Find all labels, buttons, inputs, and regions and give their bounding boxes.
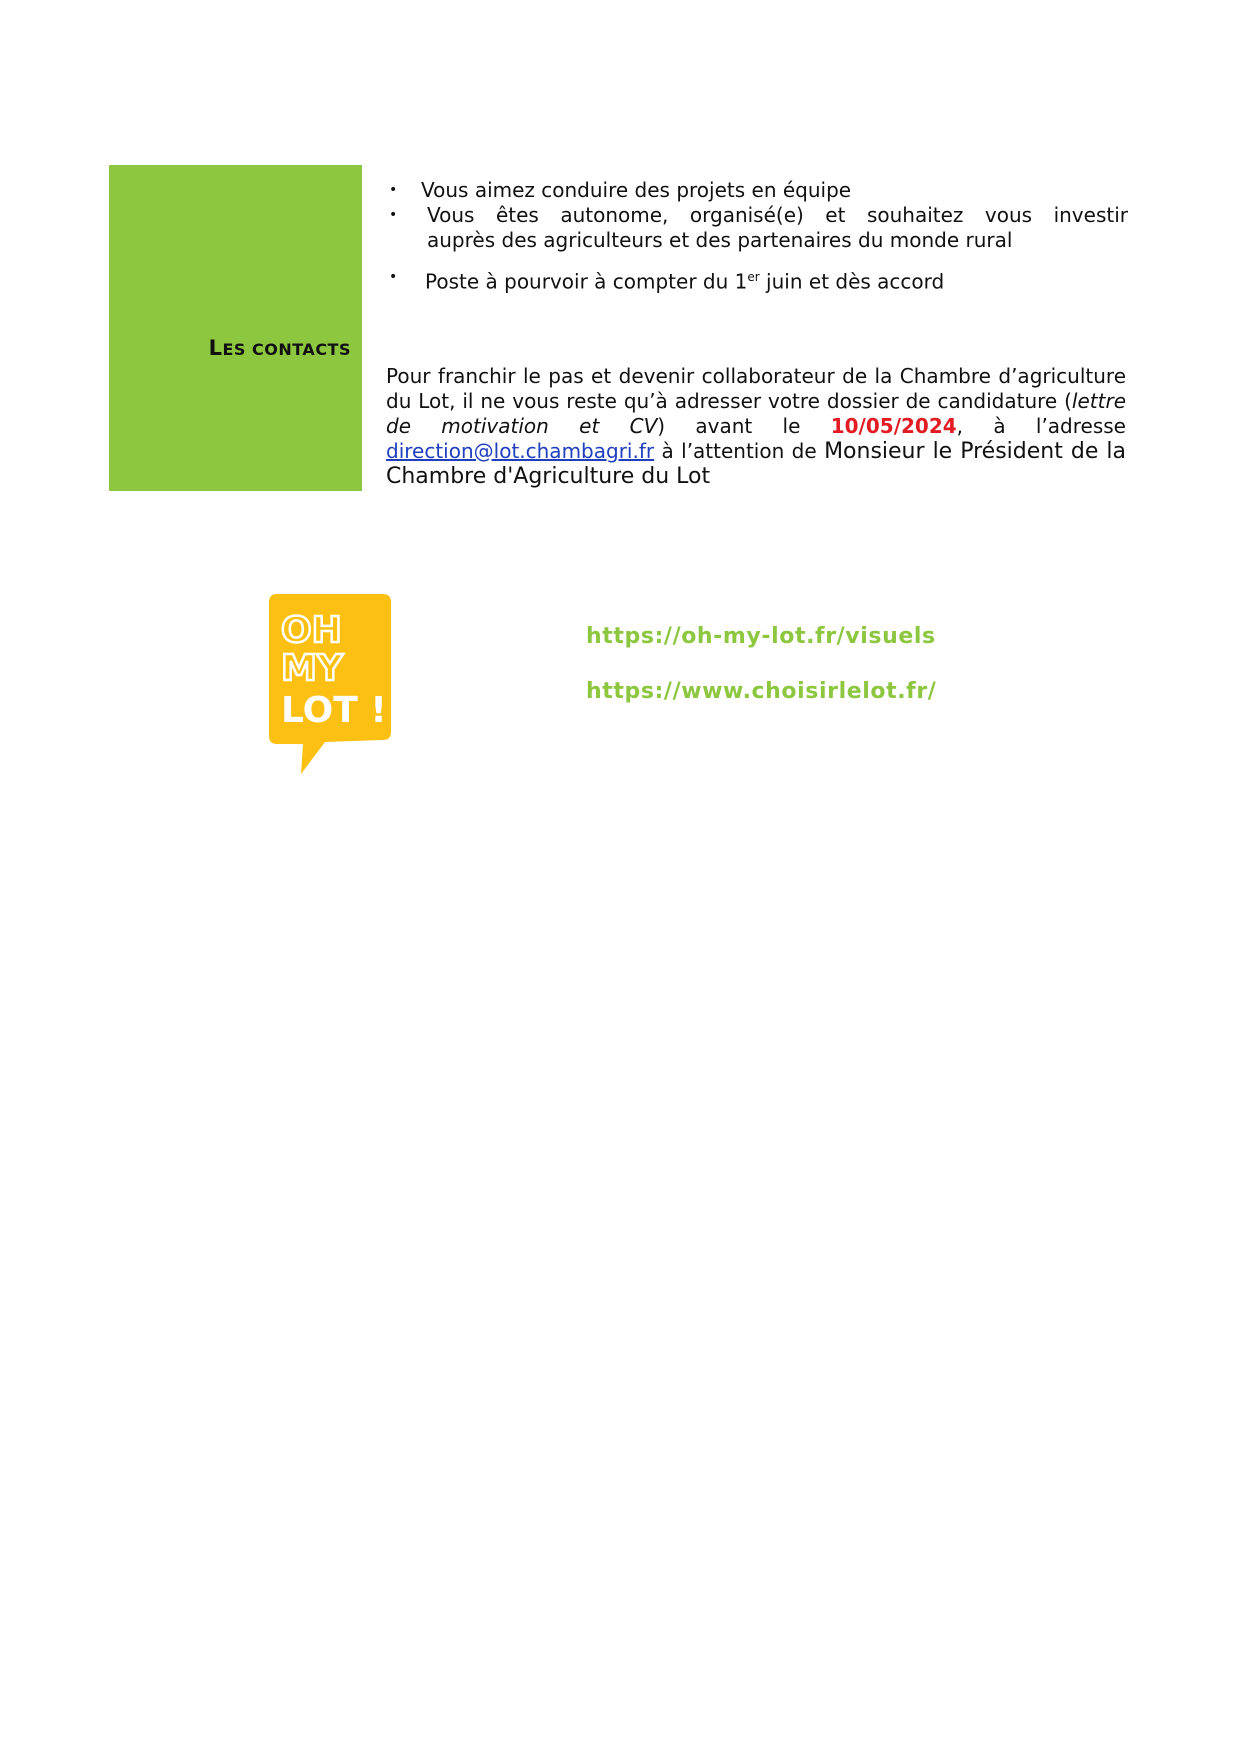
contact-recipient: Monsieur le Président de la Chambre d'Agriculture du Lot — [386, 439, 1126, 489]
bullet-text-line1: Vous êtes autonome, organisé(e) et souhaitez vous investir — [427, 203, 1128, 227]
deadline-date: 10/05/2024 — [830, 414, 957, 438]
bullet-text: Vous aimez conduire des projets en équipe — [421, 178, 852, 202]
bullet-superscript: er — [747, 270, 760, 284]
email-link[interactable]: direction@lot.chambagri.fr — [386, 439, 655, 463]
contact-after-date: , à l’adresse — [956, 414, 1126, 438]
bullet-text-end: juin et dès accord — [759, 269, 945, 294]
logo-text-my: MY — [281, 648, 343, 689]
contact-after-email: à l’attention de — [654, 439, 825, 463]
profile-bullet-list — [383, 178, 1128, 295]
contact-intro: Pour franchir le pas et devenir collaborateur de la Chambre d’agriculture du Lot, il ne vous reste qu’à adresser votre dossier de candidature ( — [386, 364, 1126, 413]
logo-text-lot: LOT ! — [281, 690, 387, 731]
bullet-icon: • — [389, 269, 398, 285]
contact-before-date: ) avant le — [657, 414, 831, 438]
section-sidebar-band — [109, 165, 362, 491]
bullet-icon: • — [389, 207, 398, 223]
contact-paragraph — [386, 364, 1126, 489]
bullet-text-line2: auprès des agriculteurs et des partenaires du monde rural — [427, 228, 1013, 252]
link-oh-my-lot-visuels[interactable]: https://oh-my-lot.fr/visuels — [586, 624, 936, 649]
list-item — [383, 178, 1128, 203]
website-links — [586, 624, 936, 704]
section-label-rest: ES CONTACTS — [222, 340, 351, 359]
section-label-contacts — [109, 336, 351, 360]
section-label-initial: L — [208, 336, 223, 360]
list-item — [383, 203, 1128, 253]
bullet-text: Poste à pourvoir à compter du 1 — [425, 269, 748, 294]
list-item — [383, 265, 1128, 295]
contact-documents: lettre de motivation et CV — [386, 389, 1126, 438]
oh-my-lot-logo — [255, 592, 395, 776]
logo-text-oh: OH — [281, 610, 342, 651]
link-choisir-le-lot[interactable]: https://www.choisirlelot.fr/ — [586, 679, 937, 704]
bullet-icon: • — [389, 182, 398, 198]
